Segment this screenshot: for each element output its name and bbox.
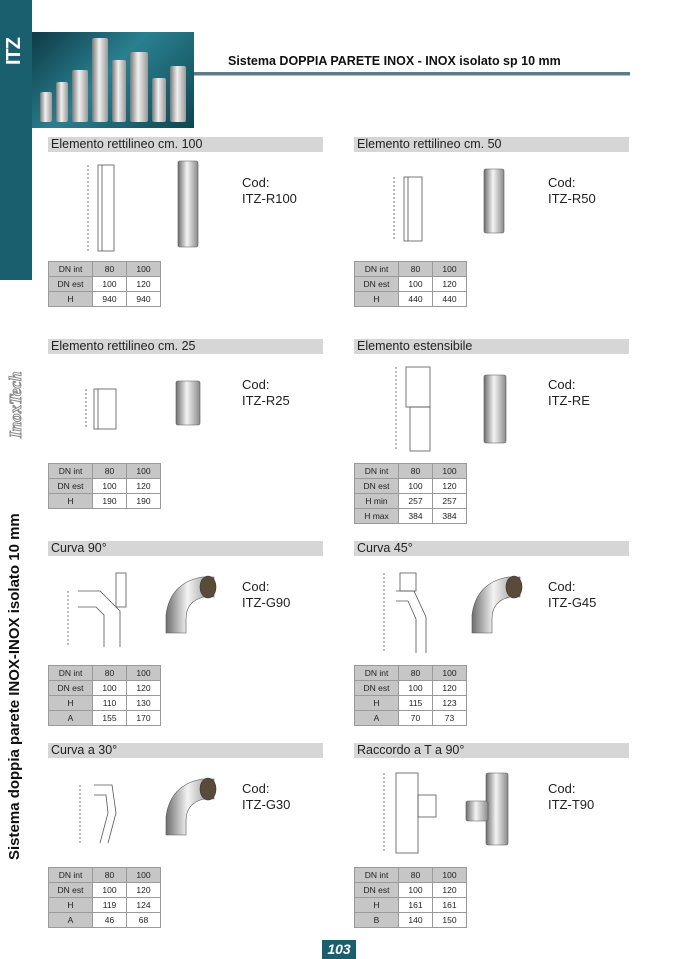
table-cell: 384 — [433, 509, 467, 524]
technical-drawing — [366, 763, 446, 868]
table-cell: 257 — [433, 494, 467, 509]
product-photo — [462, 563, 532, 658]
product-code: ITZ-G45 — [548, 595, 597, 610]
table-row — [355, 883, 467, 898]
table-row — [355, 277, 467, 292]
cod-label: Cod: — [548, 781, 576, 796]
sidebar-wedge — [0, 180, 32, 280]
product-photo — [156, 361, 226, 456]
table-header-cell: 100 — [433, 262, 467, 277]
section-title: Elemento rettilineo cm. 50 — [354, 137, 629, 152]
table-header-cell: DN int — [49, 464, 93, 479]
table-header-cell: 100 — [433, 666, 467, 681]
row-label: H — [49, 898, 93, 913]
table-row — [49, 898, 161, 913]
technical-drawing — [60, 763, 140, 868]
table-cell: 123 — [433, 696, 467, 711]
table-cell: 190 — [127, 494, 161, 509]
table-header-row — [355, 868, 467, 883]
technical-drawing — [366, 359, 446, 464]
table-cell: 100 — [399, 883, 433, 898]
section-title: Curva 90° — [48, 541, 323, 556]
table-row — [355, 292, 467, 307]
table-row — [49, 277, 161, 292]
table-header-cell: DN int — [355, 868, 399, 883]
row-label: DN est — [355, 277, 399, 292]
product-photo — [156, 563, 226, 658]
table-row — [49, 711, 161, 726]
table-header-row — [49, 464, 161, 479]
technical-drawing — [60, 157, 140, 262]
product-code: ITZ-R50 — [548, 191, 596, 206]
table-header-cell: 100 — [127, 464, 161, 479]
table-cell: 384 — [399, 509, 433, 524]
table-row — [355, 681, 467, 696]
product-photo — [462, 765, 532, 860]
table-header-cell: 80 — [93, 666, 127, 681]
product-code: ITZ-G90 — [242, 595, 291, 610]
row-label: DN est — [355, 479, 399, 494]
product-code: ITZ-T90 — [548, 797, 595, 812]
spec-table — [354, 463, 467, 524]
table-header-cell: 80 — [399, 262, 433, 277]
row-label: DN est — [49, 681, 93, 696]
table-cell: 170 — [127, 711, 161, 726]
table-cell: 120 — [127, 479, 161, 494]
section-title: Elemento rettilineo cm. 25 — [48, 339, 323, 354]
technical-drawing — [60, 359, 140, 464]
table-cell: 70 — [399, 711, 433, 726]
table-header-cell: DN int — [355, 666, 399, 681]
table-cell: 100 — [93, 681, 127, 696]
table-header-row — [355, 464, 467, 479]
row-label: DN est — [355, 681, 399, 696]
row-label: DN est — [49, 883, 93, 898]
product-code: ITZ-RE — [548, 393, 590, 408]
spec-table — [48, 261, 161, 307]
table-cell: 120 — [433, 277, 467, 292]
table-cell: 100 — [93, 479, 127, 494]
table-cell: 73 — [433, 711, 467, 726]
table-header-cell: DN int — [49, 868, 93, 883]
table-header-cell: DN int — [355, 262, 399, 277]
product-code: ITZ-R25 — [242, 393, 290, 408]
table-cell: 100 — [399, 277, 433, 292]
row-label: H — [49, 292, 93, 307]
table-cell: 140 — [399, 913, 433, 928]
table-header-cell: 100 — [127, 262, 161, 277]
section-title: Curva 45° — [354, 541, 629, 556]
table-row — [355, 696, 467, 711]
table-cell: 940 — [93, 292, 127, 307]
table-header-row — [49, 868, 161, 883]
table-cell: 120 — [127, 883, 161, 898]
row-label: H max — [355, 509, 399, 524]
sidebar-vertical-title: Sistema doppia parete INOX-INOX isolato 10 mm — [6, 513, 23, 860]
table-row — [355, 711, 467, 726]
table-header-cell: 80 — [399, 666, 433, 681]
table-header-cell: DN int — [49, 666, 93, 681]
cod-label: Cod: — [548, 175, 576, 190]
table-cell: 130 — [127, 696, 161, 711]
product-photo — [156, 765, 226, 860]
table-header-cell: 80 — [93, 262, 127, 277]
technical-drawing — [366, 157, 446, 262]
table-cell: 68 — [127, 913, 161, 928]
table-header-cell: DN int — [355, 464, 399, 479]
product-code: ITZ-G30 — [242, 797, 291, 812]
row-label: H — [49, 696, 93, 711]
page-title: Sistema DOPPIA PARETE INOX - INOX isolato sp 10 mm — [228, 54, 561, 68]
table-row — [49, 292, 161, 307]
table-cell: 124 — [127, 898, 161, 913]
table-header-cell: 80 — [399, 868, 433, 883]
technical-drawing — [60, 561, 140, 666]
spec-table — [354, 665, 467, 726]
hero-image — [32, 32, 194, 128]
technical-drawing — [366, 561, 446, 666]
section-title: Elemento estensibile — [354, 339, 629, 354]
table-cell: 100 — [93, 277, 127, 292]
table-header-cell: 100 — [127, 868, 161, 883]
table-cell: 100 — [399, 681, 433, 696]
table-cell: 440 — [433, 292, 467, 307]
table-header-row — [49, 262, 161, 277]
cod-label: Cod: — [242, 175, 270, 190]
spec-table — [354, 867, 467, 928]
table-row — [355, 509, 467, 524]
table-cell: 257 — [399, 494, 433, 509]
table-row — [355, 479, 467, 494]
row-label: H — [355, 696, 399, 711]
row-label: H min — [355, 494, 399, 509]
table-cell: 115 — [399, 696, 433, 711]
table-cell: 150 — [433, 913, 467, 928]
table-cell: 119 — [93, 898, 127, 913]
row-label: A — [355, 711, 399, 726]
table-header-row — [355, 262, 467, 277]
table-header-cell: 100 — [127, 666, 161, 681]
table-header-cell: 80 — [399, 464, 433, 479]
section-title: Curva a 30° — [48, 743, 323, 758]
table-row — [49, 494, 161, 509]
table-cell: 161 — [433, 898, 467, 913]
page-number: 103 — [322, 940, 356, 959]
table-cell: 120 — [433, 681, 467, 696]
row-label: A — [49, 711, 93, 726]
product-code: ITZ-R100 — [242, 191, 297, 206]
cod-label: Cod: — [548, 377, 576, 392]
row-label: DN est — [355, 883, 399, 898]
table-cell: 120 — [127, 681, 161, 696]
sidebar-code: ITZ — [3, 38, 25, 66]
table-header-cell: DN int — [49, 262, 93, 277]
table-row — [49, 913, 161, 928]
header-rule-shadow — [194, 75, 630, 76]
table-row — [355, 913, 467, 928]
table-cell: 190 — [93, 494, 127, 509]
spec-table — [48, 867, 161, 928]
cod-label: Cod: — [242, 579, 270, 594]
section-title: Raccordo a T a 90° — [354, 743, 629, 758]
row-label: B — [355, 913, 399, 928]
spec-table — [354, 261, 467, 307]
table-row — [355, 898, 467, 913]
row-label: H — [355, 292, 399, 307]
table-row — [355, 494, 467, 509]
table-cell: 46 — [93, 913, 127, 928]
table-cell: 940 — [127, 292, 161, 307]
table-cell: 100 — [93, 883, 127, 898]
table-cell: 120 — [127, 277, 161, 292]
product-photo — [156, 159, 226, 254]
row-label: H — [355, 898, 399, 913]
table-cell: 155 — [93, 711, 127, 726]
table-row — [49, 883, 161, 898]
table-row — [49, 696, 161, 711]
brand-logo: InoxTech — [6, 371, 25, 439]
table-header-cell: 100 — [433, 464, 467, 479]
cod-label: Cod: — [242, 781, 270, 796]
spec-table — [48, 665, 161, 726]
table-cell: 161 — [399, 898, 433, 913]
table-cell: 110 — [93, 696, 127, 711]
row-label: H — [49, 494, 93, 509]
row-label: DN est — [49, 277, 93, 292]
cod-label: Cod: — [242, 377, 270, 392]
row-label: DN est — [49, 479, 93, 494]
table-header-cell: 80 — [93, 464, 127, 479]
product-photo — [462, 159, 532, 254]
table-row — [49, 681, 161, 696]
section-title: Elemento rettilineo cm. 100 — [48, 137, 323, 152]
cod-label: Cod: — [548, 579, 576, 594]
product-photo — [462, 361, 532, 456]
table-cell: 120 — [433, 479, 467, 494]
row-label: A — [49, 913, 93, 928]
table-header-row — [355, 666, 467, 681]
table-header-cell: 100 — [433, 868, 467, 883]
spec-table — [48, 463, 161, 509]
table-header-row — [49, 666, 161, 681]
table-cell: 440 — [399, 292, 433, 307]
table-cell: 100 — [399, 479, 433, 494]
table-header-cell: 80 — [93, 868, 127, 883]
table-row — [49, 479, 161, 494]
table-cell: 120 — [433, 883, 467, 898]
